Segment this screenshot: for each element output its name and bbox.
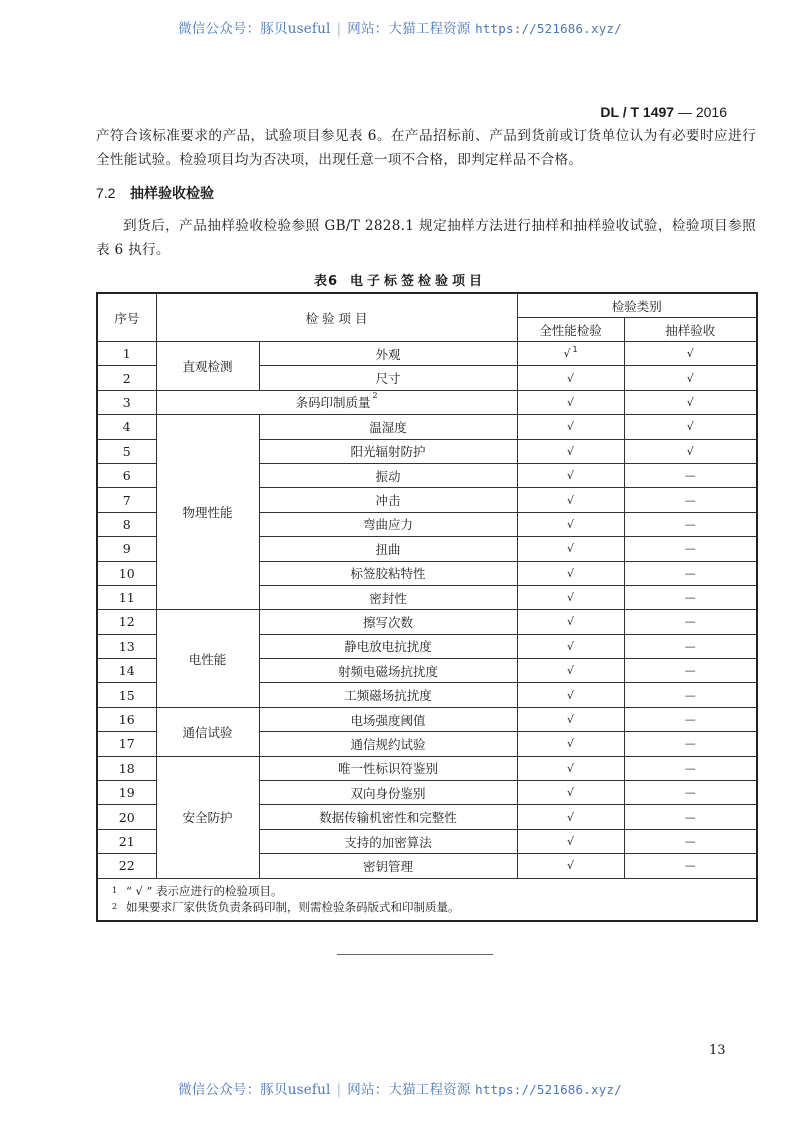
item-name: 双向身份鉴别 (259, 781, 517, 805)
item-name: 标签胶粘特性 (259, 561, 517, 585)
item-name: 数据传输机密性和完整性 (259, 805, 517, 829)
item-name: 弯曲应力 (259, 512, 517, 536)
sample-test-mark: — (624, 561, 757, 585)
header-full-test: 全性能检验 (517, 318, 624, 342)
watermark-bottom (0, 1078, 800, 1098)
watermark-wechat: 微信公众号：豚贝useful (178, 1082, 331, 1098)
item-name: 条码印制质量 $^2$ (156, 390, 517, 414)
full-test-mark: √ (517, 707, 624, 731)
row-number: 8 (97, 512, 156, 536)
item-name: 阳光辐射防护 (259, 439, 517, 463)
table-row (97, 707, 757, 731)
group-label: 通信试验 (156, 707, 259, 756)
watermark-url[interactable]: https://521686.xyz/ (475, 1082, 622, 1097)
sample-test-mark: — (624, 634, 757, 658)
watermark-separator: | (336, 21, 342, 37)
row-number: 5 (97, 439, 156, 463)
row-number: 21 (97, 829, 156, 853)
row-number: 3 (97, 390, 156, 414)
table-caption (0, 270, 800, 289)
item-name: 支持的加密算法 (259, 829, 517, 853)
item-name: 冲击 (259, 488, 517, 512)
row-number: 13 (97, 634, 156, 658)
row-number: 22 (97, 854, 156, 878)
item-name: 振动 (259, 463, 517, 487)
table-row (97, 415, 757, 439)
table-caption-title: 电子标签检验项目 (350, 274, 487, 289)
full-test-mark: √ (517, 439, 624, 463)
item-name: 外观 (259, 342, 517, 366)
item-name: 扭曲 (259, 537, 517, 561)
paragraph-continuation: 产符合该标准要求的产品，试验项目参见表 6。在产品招标前、产品到货前或订货单位认为有必要时应进行全性能试验。检验项目均为否决项，出现任意一项不合格，即判定样品不合格。 (96, 128, 756, 168)
row-number: 18 (97, 756, 156, 780)
section-number: 7.2 (96, 185, 116, 201)
paragraph-sampling: 到货后，产品抽样验收检验参照 GB/T 2828.1 规定抽样方法进行抽样和抽样验收试验，检验项目参照表 6 执行。 (96, 218, 756, 258)
row-number: 11 (97, 585, 156, 609)
item-name: 静电放电抗扰度 (259, 634, 517, 658)
sample-test-mark: √ (624, 415, 757, 439)
header-sample-test: 抽样验收 (624, 318, 757, 342)
group-label: 电性能 (156, 610, 259, 708)
item-name: 密封性 (259, 585, 517, 609)
sample-test-mark: — (624, 512, 757, 536)
sample-test-mark: — (624, 683, 757, 707)
group-label: 物理性能 (156, 415, 259, 610)
full-test-mark: √ (517, 659, 624, 683)
row-number: 6 (97, 463, 156, 487)
row-number: 10 (97, 561, 156, 585)
row-number: 20 (97, 805, 156, 829)
row-number: 17 (97, 732, 156, 756)
row-number: 16 (97, 707, 156, 731)
row-number: 9 (97, 537, 156, 561)
full-test-mark: √ (517, 756, 624, 780)
row-number: 12 (97, 610, 156, 634)
item-name: 尺寸 (259, 366, 517, 390)
full-test-mark: √ (517, 732, 624, 756)
sample-test-mark: — (624, 854, 757, 878)
full-test-mark: √ (517, 512, 624, 536)
watermark-url[interactable]: https://521686.xyz/ (475, 21, 622, 36)
table-notes-row (97, 878, 757, 921)
group-label: 安全防护 (156, 756, 259, 878)
group-label: 直观检测 (156, 342, 259, 391)
sample-test-mark: √ (624, 366, 757, 390)
standard-dash: — (677, 104, 692, 120)
full-test-mark: √ $^1$ (517, 342, 624, 366)
watermark-site: 网站：大猫工程资源 (347, 1082, 471, 1098)
sample-test-mark: — (624, 537, 757, 561)
sample-test-mark: — (624, 659, 757, 683)
sample-test-mark: √ (624, 439, 757, 463)
row-number: 7 (97, 488, 156, 512)
row-number: 4 (97, 415, 156, 439)
full-test-mark: √ (517, 781, 624, 805)
full-test-mark: √ (517, 610, 624, 634)
sample-test-mark: — (624, 829, 757, 853)
full-test-mark: √ (517, 634, 624, 658)
standard-code (600, 104, 727, 120)
sample-test-mark: √ (624, 390, 757, 414)
table-row (97, 610, 757, 634)
page-number: 13 (709, 1043, 726, 1058)
item-name: 密钥管理 (259, 854, 517, 878)
inspection-table (96, 292, 758, 922)
section-heading (96, 183, 214, 203)
sample-test-mark: — (624, 707, 757, 731)
footnote-ref: 1 (572, 345, 578, 355)
full-test-mark: √ (517, 366, 624, 390)
full-test-mark: √ (517, 488, 624, 512)
sample-test-mark: — (624, 463, 757, 487)
end-of-section-rule (337, 954, 493, 955)
table-row (97, 342, 757, 366)
watermark-separator: | (336, 1082, 342, 1098)
note-1: 1 “ √ ” 表示应进行的检验项目。 (112, 883, 283, 898)
standard-number: DL / T 1497 (600, 104, 675, 120)
row-number: 19 (97, 781, 156, 805)
sample-test-mark: — (624, 781, 757, 805)
watermark-site: 网站：大猫工程资源 (347, 21, 471, 37)
full-test-mark: √ (517, 585, 624, 609)
item-name: 工频磁场抗扰度 (259, 683, 517, 707)
sample-test-mark: — (624, 610, 757, 634)
row-number: 2 (97, 366, 156, 390)
section-title: 抽样验收检验 (130, 185, 214, 201)
sample-test-mark: — (624, 585, 757, 609)
full-test-mark: √ (517, 390, 624, 414)
note-2: 2 如果要求厂家供货负责条码印制，则需检验条码版式和印制质量。 (112, 899, 460, 914)
watermark-top (0, 17, 800, 37)
full-test-mark: √ (517, 805, 624, 829)
item-name: 射频电磁场抗扰度 (259, 659, 517, 683)
row-number: 14 (97, 659, 156, 683)
sample-test-mark: — (624, 488, 757, 512)
table-header-row (97, 293, 757, 318)
row-number: 15 (97, 683, 156, 707)
item-name: 唯一性标识符鉴别 (259, 756, 517, 780)
table-row (97, 756, 757, 780)
item-name: 擦写次数 (259, 610, 517, 634)
item-name: 温湿度 (259, 415, 517, 439)
row-number: 1 (97, 342, 156, 366)
sample-test-mark: — (624, 732, 757, 756)
full-test-mark: √ (517, 854, 624, 878)
sample-test-mark: — (624, 805, 757, 829)
watermark-wechat: 微信公众号：豚贝useful (178, 21, 331, 37)
header-category: 检验类别 (517, 293, 757, 318)
table-row (97, 390, 757, 414)
footnote-ref: 2 (372, 391, 378, 401)
table-caption-label: 表6 (313, 274, 339, 289)
header-seq: 序号 (97, 293, 156, 342)
header-item: 检 验 项 目 (156, 293, 517, 342)
item-name: 电场强度阈值 (259, 707, 517, 731)
full-test-mark: √ (517, 537, 624, 561)
full-test-mark: √ (517, 829, 624, 853)
standard-year: 2016 (695, 104, 727, 120)
full-test-mark: √ (517, 683, 624, 707)
item-name: 通信规约试验 (259, 732, 517, 756)
table-notes (97, 878, 757, 921)
full-test-mark: √ (517, 561, 624, 585)
sample-test-mark: — (624, 756, 757, 780)
sample-test-mark: √ (624, 342, 757, 366)
full-test-mark: √ (517, 415, 624, 439)
full-test-mark: √ (517, 463, 624, 487)
